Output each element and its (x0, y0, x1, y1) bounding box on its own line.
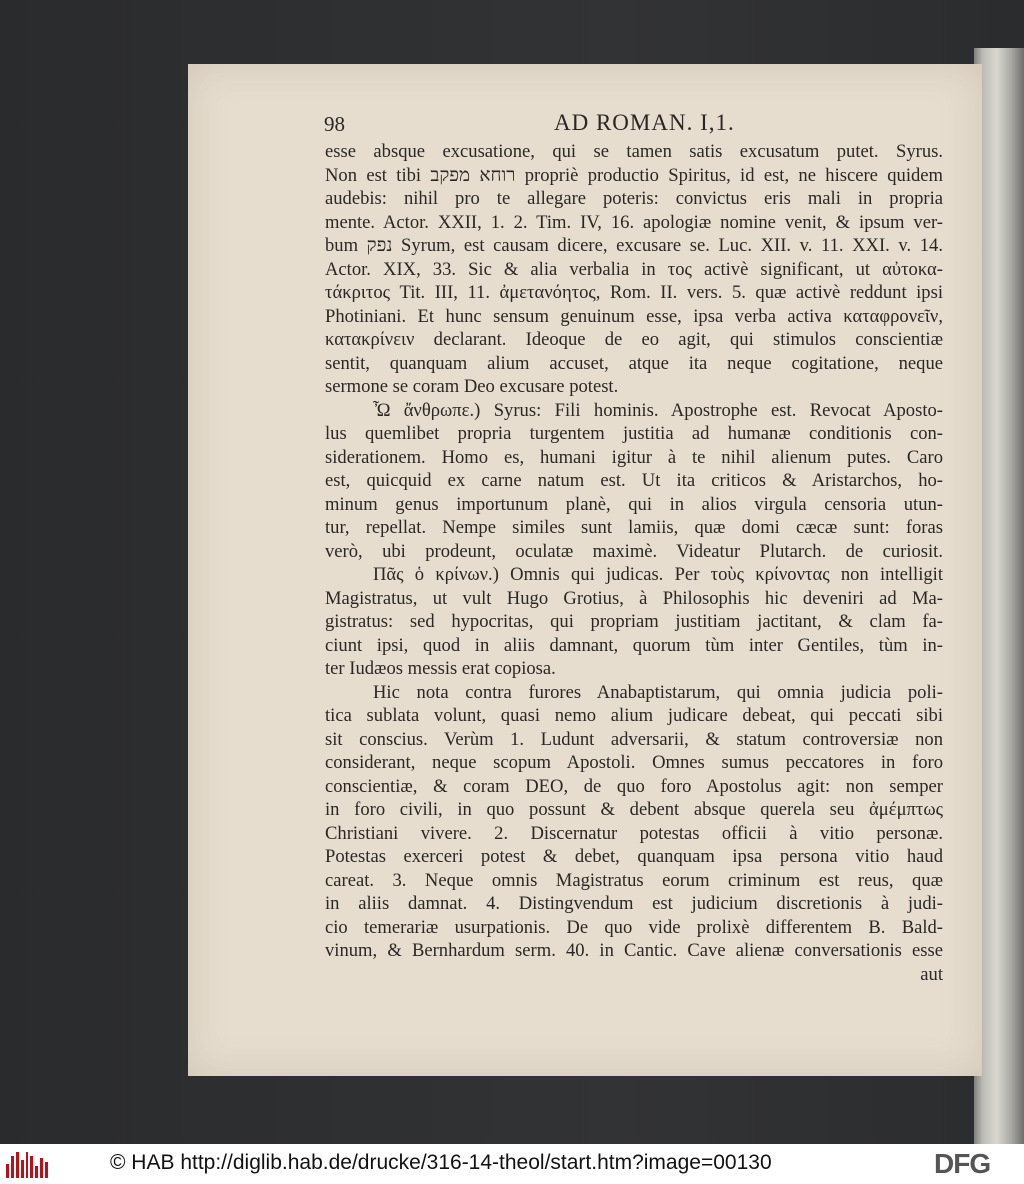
text-line: cio temerariæ usurpationis. De quo vide prolixè differentem B. Bald- (325, 916, 943, 938)
text-line: bum נפק Syrum, est causam dicere, excusare se. Luc. XII. v. 11. XXI. v. 14. (325, 235, 943, 256)
text-line: verò, ubi prodeunt, oculatæ maximè. Videatur Plutarch. de curiosit. (325, 540, 943, 562)
text-line: in aliis damnat. 4. Distingvendum est judicium discretionis à judi- (325, 893, 943, 914)
text-line: esse absque excusatione, qui se tamen satis excusatum putet. Syrus. (325, 141, 943, 162)
text-line: Potestas exerceri potest & debet, quanquam ipsa persona vitio haud (325, 846, 943, 867)
text-line: lus quemlibet propria turgentem justitia ad humanæ conditionis con- (325, 423, 943, 444)
text-line: Christiani vivere. 2. Discernatur potestas officii à vitio personæ. (325, 822, 943, 844)
text-line: tur, repellat. Nempe similes sunt lamiis, quæ domi cæcæ sunt: foras (325, 517, 943, 538)
hab-logo-icon (6, 1150, 48, 1178)
page-header (324, 110, 954, 140)
viewer-footer (0, 1144, 1024, 1184)
text-line: careat. 3. Neque omnis Magistratus eorum criminum est reus, quæ (325, 869, 943, 891)
text-line: considerant, neque scopum Apostoli. Omnes sumus peccatores in foro (325, 752, 943, 773)
catchword: aut (920, 963, 943, 985)
text-line: siderationem. Homo es, humani igitur à te nihil alienum putes. Caro (325, 446, 943, 468)
text-line: minum genus importunum planè, qui in alios virgula censoria utun- (325, 493, 943, 515)
page-text (325, 140, 943, 986)
text-line: Actor. XIX, 33. Sic & alia verbalia in τος activè significant, ut αὐτοκα- (325, 258, 943, 280)
text-line: mente. Actor. XXII, 1. 2. Tim. IV, 16. apologiæ nomine venit, & ipsum ver- (325, 211, 943, 233)
text-line: τάκριτος Tit. III, 11. ἀμετανόητος, Rom. II. vers. 5. quæ activè reddunt ipsi (325, 282, 943, 303)
text-line: Πᾶς ὁ κρίνων.) Omnis qui judicas. Per τοὺς κρίνοντας non intelligit (373, 564, 943, 585)
text-line: ciunt ipsi, quod in aliis damnant, quorum tùm inter Gentiles, tùm in- (325, 634, 943, 656)
text-line: in foro civili, in quo possunt & debent absque querela seu ἀμέμπτως (325, 799, 943, 820)
text-line: Ὦ ἄνθρωπε.) Syrus: Fili hominis. Apostrophe est. Revocat Aposto- (373, 399, 943, 421)
text-line: Photiniani. Et hunc sensum genuinum esse, ipsa verba activa καταφρονεῖν, (325, 305, 943, 327)
text-line: Non est tibi רוחא מפקב propriè productio Spiritus, id est, ne hiscere quidem (325, 164, 943, 186)
text-line: est, quicquid ex carne natum est. Ut ita criticos & Aristarchos, ho- (325, 470, 943, 491)
attribution-link[interactable]: © HAB http://diglib.hab.de/drucke/316-14-theol/start.htm?image=00130 (110, 1151, 772, 1174)
text-line: sentit, quanquam alium accuset, atque ita neque cogitatione, neque (325, 352, 943, 374)
dfg-logo: DFG (934, 1148, 991, 1179)
text-line: Hic nota contra furores Anabaptistarum, qui omnia judicia poli- (373, 681, 943, 703)
text-line: sit conscius. Verùm 1. Ludunt adversarii, & statum controversiæ non (325, 728, 943, 750)
text-line: ter Iudæos messis erat copiosa. (325, 658, 556, 679)
text-line: gistratus: sed hypocritas, qui propriam justitiam jactitant, & clam fa- (325, 611, 943, 632)
text-line: conscientiæ, & coram DEO, de quo foro Apostolus agit: non semper (325, 775, 943, 797)
text-line: sermone se coram Deo excusare potest. (325, 376, 619, 397)
text-line: κατακρίνειν declarant. Ideoque de eo agit, qui stimulos conscientiæ (325, 329, 943, 350)
text-line: audebis: nihil pro te allegare poteris: convictus eris mali in propria (325, 188, 943, 209)
page-number: 98 (324, 112, 345, 136)
text-line: tica sublata volunt, quasi nemo alium judicare debeat, qui peccati sibi (325, 705, 943, 726)
text-line: Magistratus, ut vult Hugo Grotius, à Philosophis hic deveniri ad Ma- (325, 587, 943, 609)
running-head: AD ROMAN. I,1. (554, 110, 735, 135)
text-line: vinum, & Bernhardum serm. 40. in Cantic. Cave alienæ conversationis esse (325, 940, 943, 961)
